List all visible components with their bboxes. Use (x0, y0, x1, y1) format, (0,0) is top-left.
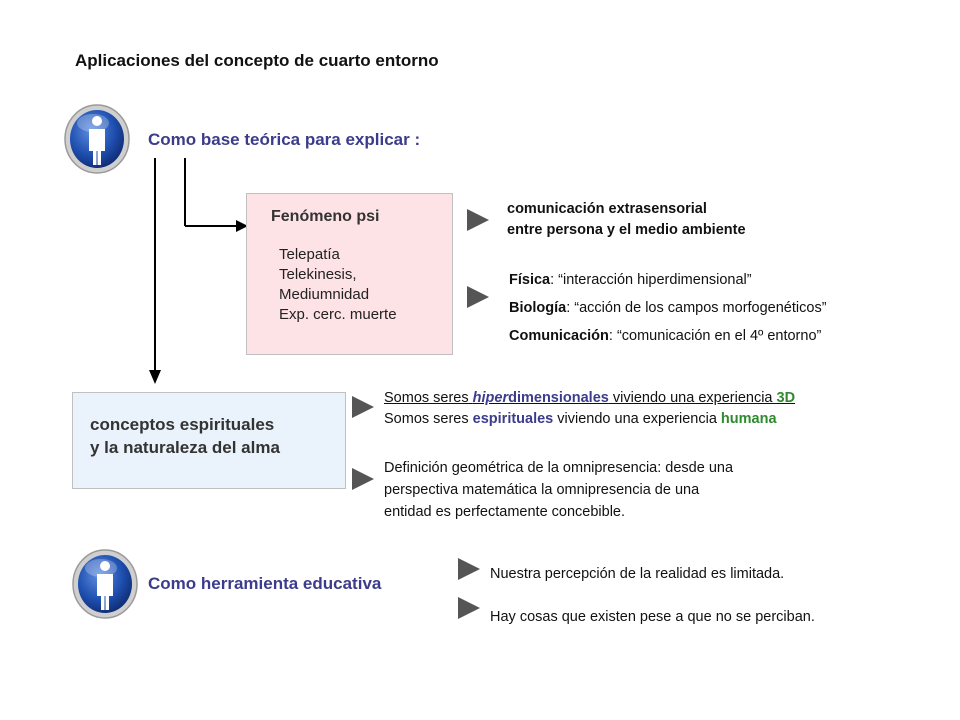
field-text: : “comunicación en el 4º entorno” (608, 328, 822, 344)
field-label: Biología (509, 300, 567, 316)
definition-text (384, 457, 733, 523)
list-item (509, 322, 827, 350)
comm-line-2: entre persona y el medio ambiente (507, 222, 746, 238)
definition-line: entidad es perfectamente concebible. (384, 504, 626, 520)
arrow-right-icon (467, 286, 489, 308)
arrow-right-icon (458, 558, 480, 580)
arrow-right-icon (467, 209, 489, 231)
person-icon (71, 548, 139, 620)
arrow-right-icon (458, 597, 480, 619)
list-item (509, 266, 827, 294)
text-span: Somos seres (384, 390, 473, 406)
spirit-line-1: conceptos espirituales (90, 415, 275, 434)
field-label: Física (509, 272, 551, 288)
text-span: hiper (472, 390, 509, 406)
fields-list (509, 266, 827, 350)
text-span: espirituales (472, 411, 554, 427)
spirit-line-2: y la naturaleza del alma (90, 438, 280, 457)
section-heading-education: Como herramienta educativa (148, 574, 382, 593)
connector-lines (140, 150, 260, 390)
list-item (509, 294, 827, 322)
comm-line-1: comunicación extrasensorial (507, 201, 707, 217)
list-item: Nuestra percepción de la realidad es limitada. (490, 566, 785, 582)
person-icon (63, 103, 131, 175)
text-span: humana (720, 411, 777, 427)
spirit-title (90, 413, 280, 459)
comm-text (507, 199, 746, 241)
list-item: Mediumnidad (279, 286, 370, 303)
arrow-right-icon (352, 468, 374, 490)
section-heading-theory: Como base teórica para explicar : (148, 130, 421, 149)
beings-text (384, 388, 795, 430)
beings-line-1 (384, 388, 795, 409)
beings-line-2 (384, 409, 795, 430)
field-text: : “acción de los campos morfogenéticos” (566, 300, 827, 316)
page-title: Aplicaciones del concepto de cuarto entorno (75, 51, 439, 70)
field-text: : “interacción hiperdimensional” (550, 272, 752, 288)
definition-line: perspectiva matemática la omnipresencia de una (384, 482, 700, 498)
text-span: viviendo una experiencia (608, 390, 777, 406)
list-item: Telekinesis, (279, 266, 357, 283)
text-span: dimensionales (508, 390, 609, 406)
text-span: viviendo una experiencia (553, 411, 721, 427)
field-label: Comunicación (509, 328, 609, 344)
arrow-right-icon (352, 396, 374, 418)
list-item: Hay cosas que existen pese a que no se perciban. (490, 609, 815, 625)
list-item: Exp. cerc. muerte (279, 306, 397, 323)
text-span: Somos seres (384, 411, 473, 427)
text-span: 3D (776, 390, 796, 406)
psi-title: Fenómeno psi (271, 208, 380, 225)
list-item: Telepatía (279, 246, 340, 263)
psi-list (279, 245, 397, 325)
definition-line: Definición geométrica de la omnipresencia: desde una (384, 460, 734, 476)
